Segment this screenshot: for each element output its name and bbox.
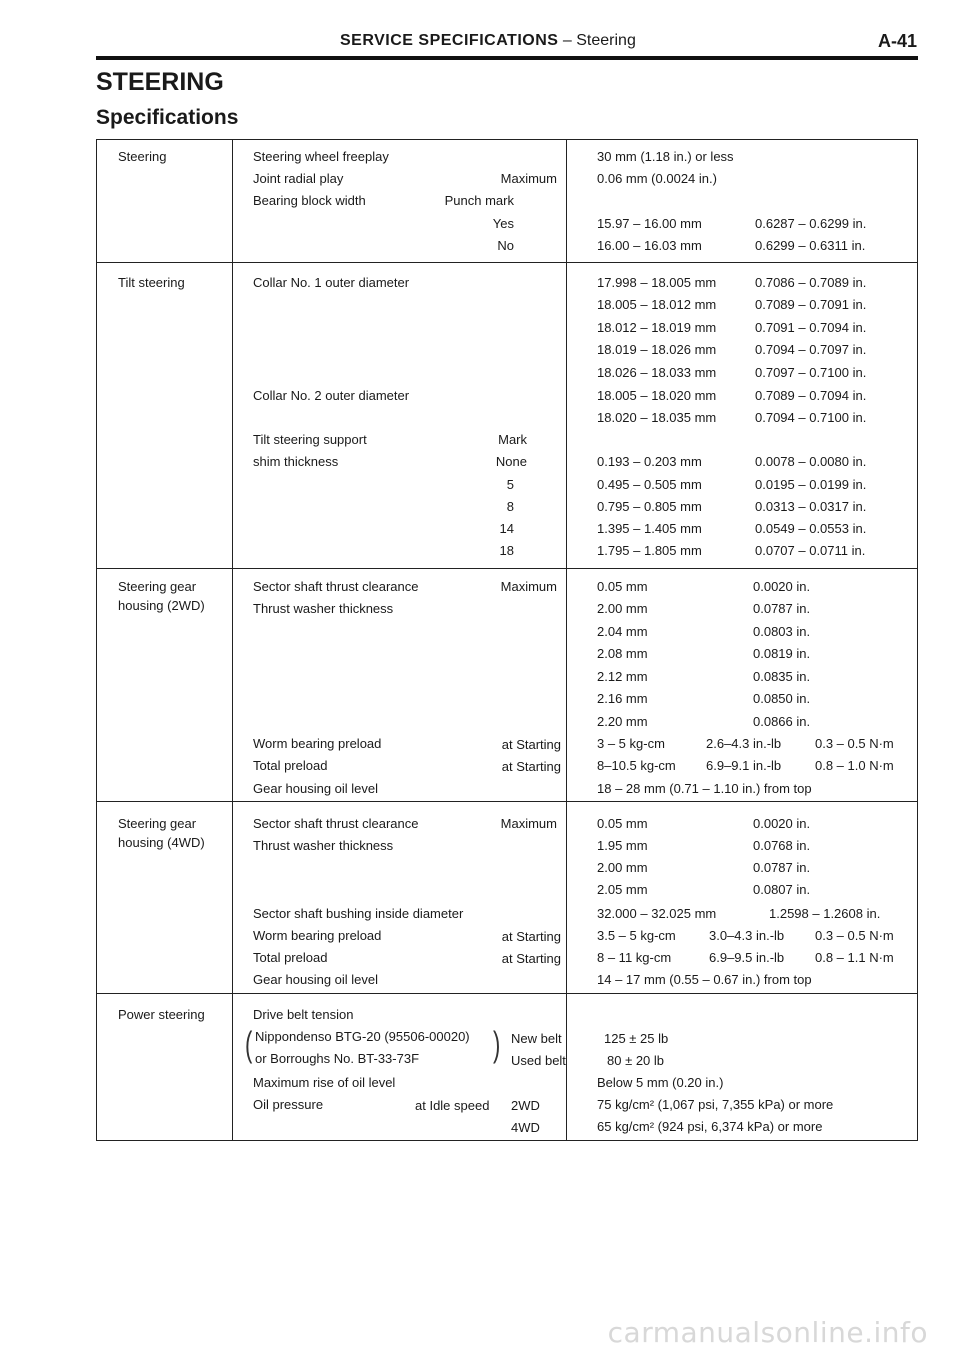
spec-value: 2.16 mm (597, 691, 648, 706)
spec-condition: None (495, 454, 527, 469)
spec-value: 125 ± 25 lb (604, 1031, 669, 1046)
spec-value-inlb: 3.0–4.3 in.-lb (709, 928, 785, 943)
spec-condition: New belt (511, 1031, 562, 1046)
spec-value: 18.005 – 18.012 mm (597, 297, 717, 312)
spec-value: 2.04 mm (597, 624, 648, 639)
spec-label: Collar No. 1 outer diameter (253, 275, 410, 290)
spec-value-inch: 0.0549 – 0.0553 in. (755, 521, 867, 536)
spec-condition: Yes (492, 216, 514, 231)
spec-value: 1.95 mm (597, 838, 648, 853)
spec-value-inlb: 2.6–4.3 in.-lb (706, 736, 782, 751)
spec-value-inch: 0.6287 – 0.6299 in. (755, 216, 867, 231)
row-divider (97, 801, 917, 802)
spec-label: Total preload (253, 758, 328, 773)
spec-condition: Mark (498, 432, 527, 447)
row-divider (97, 993, 917, 994)
spec-value: 75 kg/cm² (1,067 psi, 7,355 kPa) or more (597, 1097, 834, 1112)
spec-value-inch: 0.0866 in. (753, 714, 811, 729)
spec-condition: at Starting (501, 929, 561, 944)
header-rule (96, 56, 918, 60)
spec-value: 2.20 mm (597, 714, 648, 729)
spec-value: 18.005 – 18.020 mm (597, 388, 717, 403)
spec-value-inch: 0.0078 – 0.0080 in. (755, 454, 867, 469)
spec-value-inch: 0.0020 in. (753, 579, 811, 594)
spec-condition: 14 (499, 521, 514, 536)
page-number: A-41 (878, 31, 918, 51)
spec-value-inch: 1.2598 – 1.2608 in. (769, 906, 881, 921)
category-gear-housing-4wd: Steering gear (118, 816, 197, 831)
spec-value: 65 kg/cm² (924 psi, 6,374 kPa) or more (597, 1119, 823, 1134)
spec-value: Below 5 mm (0.20 in.) (597, 1075, 724, 1090)
spec-value: 0.06 mm (0.0024 in.) (597, 171, 717, 186)
spec-value: 3 – 5 kg-cm (597, 736, 665, 751)
row-divider (97, 568, 917, 569)
spec-value-nm: 0.3 – 0.5 N·m (815, 736, 894, 751)
spec-value: 1.795 – 1.805 mm (597, 543, 702, 558)
spec-value: 0.05 mm (597, 816, 648, 831)
spec-label: Nippondenso BTG-20 (95506-00020) (255, 1029, 470, 1044)
spec-value-nm: 0.8 – 1.1 N·m (815, 950, 894, 965)
watermark-text: carmanualsonline.info (607, 1316, 928, 1349)
spec-condition: at Starting (501, 737, 561, 752)
spec-value: 0.795 – 0.805 mm (597, 499, 702, 514)
spec-value: 0.495 – 0.505 mm (597, 477, 702, 492)
spec-condition: Used belt (511, 1053, 566, 1068)
spec-condition: 5 (506, 477, 514, 492)
spec-condition: Maximum (500, 171, 557, 186)
spec-value-inch: 0.7094 – 0.7097 in. (755, 342, 867, 357)
brace-right: ) (493, 1024, 501, 1065)
spec-condition: Punch mark (444, 193, 514, 208)
spec-value-inlb: 6.9–9.1 in.-lb (706, 758, 782, 773)
spec-value-inch: 0.0020 in. (753, 816, 811, 831)
row-divider (97, 262, 917, 263)
spec-label: Drive belt tension (253, 1007, 354, 1022)
spec-value-nm: 0.8 – 1.0 N·m (815, 758, 894, 773)
spec-value: 0.05 mm (597, 579, 648, 594)
spec-value: 18.012 – 18.019 mm (597, 320, 717, 335)
spec-label: Worm bearing preload (253, 928, 382, 943)
spec-value: 2.08 mm (597, 646, 648, 661)
spec-value: 32.000 – 32.025 mm (597, 906, 717, 921)
spec-label: Thrust washer thickness (253, 601, 394, 616)
spec-value: 15.97 – 16.00 mm (597, 216, 702, 231)
spec-value-inch: 0.0819 in. (753, 646, 811, 661)
spec-condition: 2WD (511, 1098, 540, 1113)
spec-value-inch: 0.0803 in. (753, 624, 811, 639)
spec-value-inch: 0.0807 in. (753, 882, 811, 897)
spec-condition: at Starting (501, 951, 561, 966)
spec-value-inch: 0.7086 – 0.7089 in. (755, 275, 867, 290)
spec-value-nm: 0.3 – 0.5 N·m (815, 928, 894, 943)
spec-value-inch: 0.7089 – 0.7091 in. (755, 297, 867, 312)
column-divider (232, 140, 233, 1140)
spec-value-inch: 0.0195 – 0.0199 in. (755, 477, 867, 492)
spec-value: 1.395 – 1.405 mm (597, 521, 702, 536)
spec-value-inch: 0.0768 in. (753, 838, 811, 853)
spec-value: 2.00 mm (597, 860, 648, 875)
spec-value: 3.5 – 5 kg-cm (597, 928, 676, 943)
spec-value: 30 mm (1.18 in.) or less (597, 149, 734, 164)
category-steering: Steering (118, 149, 167, 164)
spec-value-inch: 0.7097 – 0.7100 in. (755, 365, 867, 380)
spec-value-inch: 0.7094 – 0.7100 in. (755, 410, 867, 425)
spec-value-inch: 0.6299 – 0.6311 in. (755, 238, 866, 253)
spec-value-inch: 0.0313 – 0.0317 in. (755, 499, 867, 514)
spec-label: Gear housing oil level (253, 781, 379, 796)
spec-condition: 4WD (511, 1120, 540, 1135)
category-gear-housing-2wd: Steering gear (118, 579, 197, 594)
spec-label: or Borroughs No. BT-33-73F (255, 1051, 420, 1066)
spec-value: 17.998 – 18.005 mm (597, 275, 717, 290)
spec-value-inch: 0.0850 in. (753, 691, 811, 706)
spec-condition: 8 (506, 499, 514, 514)
spec-label: Steering wheel freeplay (253, 149, 389, 164)
section-subheading: Specifications (96, 106, 239, 129)
spec-value: 14 – 17 mm (0.55 – 0.67 in.) from top (597, 972, 812, 987)
category-gear-housing-2wd: housing (2WD) (118, 598, 205, 613)
spec-condition: Maximum (500, 579, 557, 594)
spec-condition: 18 (499, 543, 514, 558)
category-tilt-steering: Tilt steering (118, 275, 185, 290)
spec-value: 0.193 – 0.203 mm (597, 454, 702, 469)
spec-value-inch: 0.0835 in. (753, 669, 811, 684)
spec-value: 18.019 – 18.026 mm (597, 342, 717, 357)
spec-value: 18 – 28 mm (0.71 – 1.10 in.) from top (597, 781, 812, 796)
spec-condition: at Idle speed (415, 1098, 490, 1113)
spec-label: Tilt steering support (253, 432, 367, 447)
spec-value-inch: 0.0787 in. (753, 601, 811, 616)
category-power-steering: Power steering (118, 1007, 205, 1022)
spec-label: Worm bearing preload (253, 736, 382, 751)
spec-label: shim thickness (253, 454, 339, 469)
spec-value: 2.05 mm (597, 882, 648, 897)
spec-value-inch: 0.0787 in. (753, 860, 811, 875)
column-divider (566, 140, 567, 1140)
spec-label: Total preload (253, 950, 328, 965)
spec-label: Sector shaft thrust clearance (253, 579, 419, 594)
spec-condition: at Starting (501, 759, 561, 774)
brace-left: ( (245, 1024, 253, 1065)
spec-condition: No (497, 238, 514, 253)
spec-value: 8 – 11 kg-cm (597, 950, 672, 965)
spec-value-inch: 0.0707 – 0.0711 in. (755, 543, 866, 558)
section-heading: STEERING (96, 68, 224, 96)
spec-label: Joint radial play (253, 171, 344, 186)
spec-value-inch: 0.7089 – 0.7094 in. (755, 388, 867, 403)
spec-value-inch: 0.7091 – 0.7094 in. (755, 320, 867, 335)
spec-label: Thrust washer thickness (253, 838, 394, 853)
spec-label: Sector shaft thrust clearance (253, 816, 419, 831)
spec-label: Collar No. 2 outer diameter (253, 388, 410, 403)
spec-value: 18.026 – 18.033 mm (597, 365, 717, 380)
spec-label: Maximum rise of oil level (253, 1075, 396, 1090)
spec-label: Sector shaft bushing inside diameter (253, 906, 464, 921)
spec-value: 80 ± 20 lb (607, 1053, 665, 1068)
category-gear-housing-4wd: housing (4WD) (118, 835, 205, 850)
spec-label: Gear housing oil level (253, 972, 379, 987)
page-header-title: SERVICE SPECIFICATIONS – Steering (340, 32, 636, 49)
spec-value: 2.00 mm (597, 601, 648, 616)
spec-value-inlb: 6.9–9.5 in.-lb (709, 950, 785, 965)
spec-label: Oil pressure (253, 1097, 324, 1112)
spec-value: 16.00 – 16.03 mm (597, 238, 702, 253)
specifications-table (96, 139, 918, 1141)
spec-label: Bearing block width (253, 193, 366, 208)
spec-condition: Maximum (500, 816, 557, 831)
spec-value: 8–10.5 kg-cm (597, 758, 676, 773)
spec-value: 18.020 – 18.035 mm (597, 410, 717, 425)
spec-value: 2.12 mm (597, 669, 648, 684)
